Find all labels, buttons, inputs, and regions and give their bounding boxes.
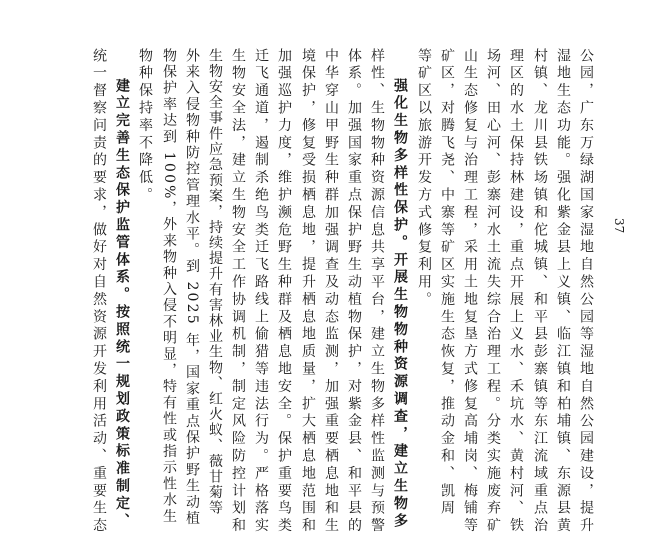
text-column: 样性、生物物种资源信息共享平台，建立生物多样性监测与预警	[369, 48, 385, 535]
text-column: 统一督察问责的要求，做好对自然资源开发利用活动、重要生态	[91, 48, 107, 535]
page-number: 37	[612, 218, 626, 234]
section-heading-biodiversity: 强化生物多样性保护。开展生物物种资源调查，建立生物多	[392, 78, 408, 531]
text-column: 村镇、龙川县铁场镇和佗城镇、和平县彭寨镇等东江流域重点治	[532, 48, 548, 535]
text-column: 外来入侵物种防控管理水平。到 2025 年，国家重点保护野生动植	[184, 48, 200, 527]
text-column: 矿区，对腾飞尧、中寨等矿区实施生态恢复，推动金和、凯周	[439, 48, 455, 518]
text-column: 生物安全法，建立生物安全工作协调机制，制定风险防控计划和	[230, 48, 246, 535]
text-column: 生物安全事件应急预案，持续提升有害林业生物、红火蚁、薇甘菊等	[207, 48, 223, 516]
text-column: 等矿区以旅游开发方式修复利用。	[416, 48, 432, 309]
text-column: 场河、田心河、彭寨河水土流失综合治理工程。分类实施废弃矿	[485, 48, 501, 535]
text-column: 体系。加强国家重点保护野生动植物保护，对紫金县、和平县的	[346, 48, 362, 535]
section-heading-supervision: 建立完善生态保护监管体系。按照统一规划政策标准制定、	[114, 78, 130, 531]
text-column: 理区的水土保持林建设，重点开展上义水、禾坑水、黄村河、铁	[508, 48, 524, 535]
text-column: 湿地生态功能。强化紫金县上义镇、临江镇和柏埔镇、东源县黄	[555, 48, 571, 535]
text-column: 境保护，修复受损栖息地，提升栖息地质量，扩大栖息地范围和	[300, 48, 316, 535]
text-column: 加强巡护力度，维护濒危野生种群及栖息地安全。保护重要鸟类	[276, 48, 292, 535]
text-column: 中华穿山甲野生种群加强调查及动态监测，加强重要栖息地和生	[323, 48, 339, 535]
text-column: 物种保持率不降低。	[137, 48, 153, 205]
text-column: 迁飞通道，遏制杀绝鸟类迁飞路线上偷猎等违法行为。严格落实	[253, 48, 269, 535]
text-column: 物保护率达到 100%，外来物种入侵不明显，特有性或指示性水生	[161, 48, 177, 525]
text-column: 公园，广东万绿湖国家湿地自然公园等湿地自然公园建设，提升	[578, 48, 594, 535]
text-column: 山生态修复与治理工程，采用土地复垦方式修复高埔岗、梅铺等	[462, 48, 478, 535]
